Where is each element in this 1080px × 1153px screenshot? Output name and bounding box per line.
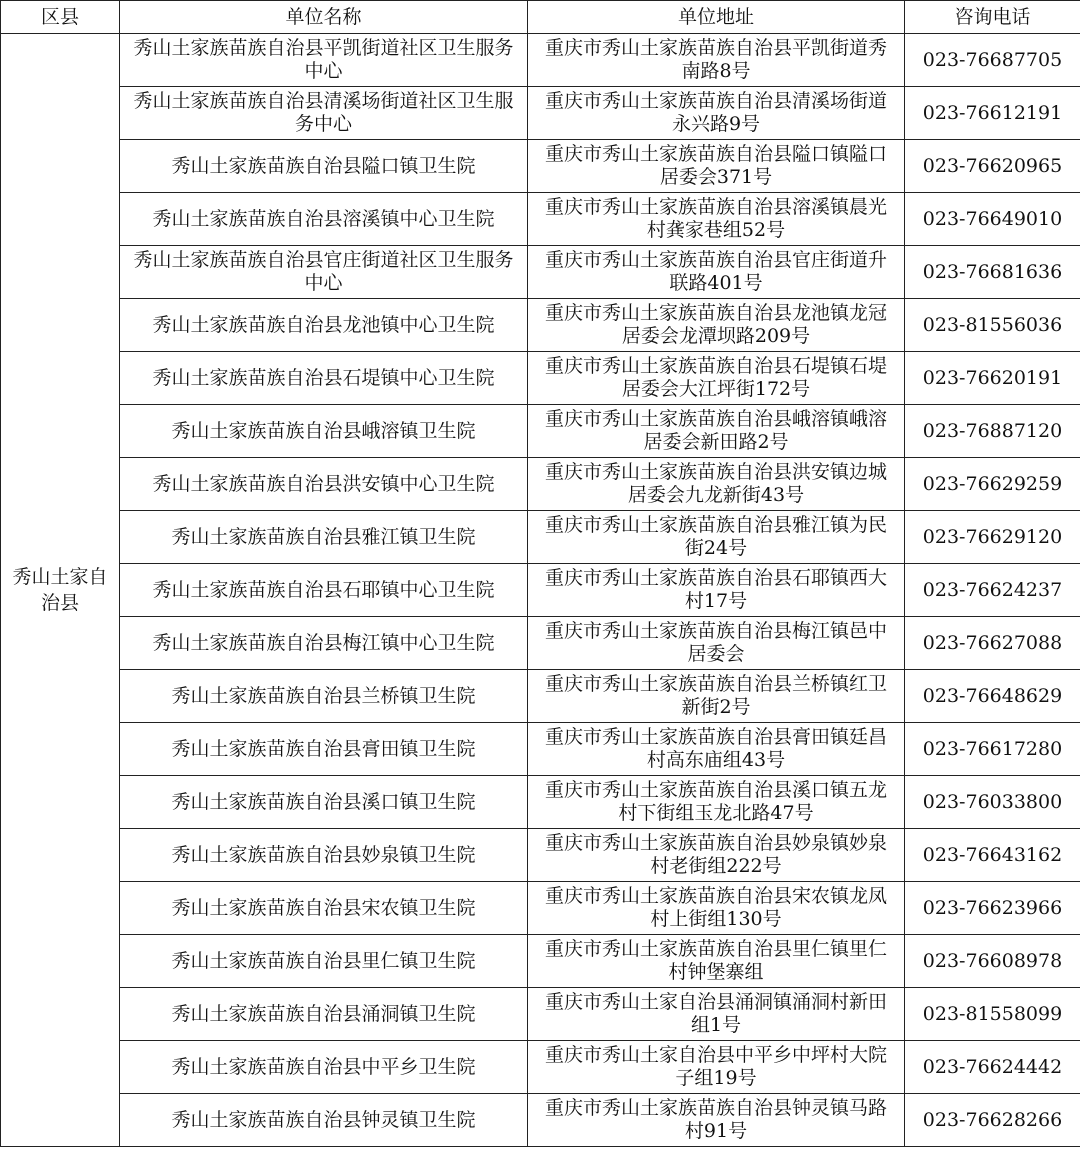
table-row — [1, 988, 1080, 1041]
phone-cell: 023-76620191 — [905, 352, 1080, 405]
unit-name-cell: 秀山土家族苗族自治县石堤镇中心卫生院 — [120, 352, 528, 405]
phone-cell: 023-76687705 — [905, 34, 1080, 87]
unit-name-cell: 秀山土家族苗族自治县梅江镇中心卫生院 — [120, 617, 528, 670]
unit-address-cell: 重庆市秀山土家族苗族自治县梅江镇邑中居委会 — [528, 617, 905, 670]
phone-cell: 023-76623966 — [905, 882, 1080, 935]
unit-name-cell: 秀山土家族苗族自治县隘口镇卫生院 — [120, 140, 528, 193]
phone-cell: 023-76620965 — [905, 140, 1080, 193]
phone-cell: 023-76627088 — [905, 617, 1080, 670]
table-row — [1, 1041, 1080, 1094]
unit-address-cell: 重庆市秀山土家族苗族自治县溶溪镇晨光村龚家巷组52号 — [528, 193, 905, 246]
header-phone: 咨询电话 — [905, 1, 1080, 34]
unit-address-cell: 重庆市秀山土家族苗族自治县膏田镇廷昌村高东庙组43号 — [528, 723, 905, 776]
header-unit-name: 单位名称 — [120, 1, 528, 34]
phone-cell: 023-81558099 — [905, 988, 1080, 1041]
phone-cell: 023-76612191 — [905, 87, 1080, 140]
unit-name-cell: 秀山土家族苗族自治县峨溶镇卫生院 — [120, 405, 528, 458]
table-row — [1, 511, 1080, 564]
unit-name-cell: 秀山土家族苗族自治县膏田镇卫生院 — [120, 723, 528, 776]
unit-address-cell: 重庆市秀山土家族苗族自治县平凯街道秀南路8号 — [528, 34, 905, 87]
unit-name-cell: 秀山土家族苗族自治县兰桥镇卫生院 — [120, 670, 528, 723]
unit-address-cell: 重庆市秀山土家族苗族自治县钟灵镇马路村91号 — [528, 1094, 905, 1147]
phone-cell: 023-76617280 — [905, 723, 1080, 776]
table-row — [1, 352, 1080, 405]
unit-name-cell: 秀山土家族苗族自治县钟灵镇卫生院 — [120, 1094, 528, 1147]
unit-name-cell: 秀山土家族苗族自治县宋农镇卫生院 — [120, 882, 528, 935]
table-row — [1, 829, 1080, 882]
phone-cell: 023-76608978 — [905, 935, 1080, 988]
unit-address-cell: 重庆市秀山土家族苗族自治县官庄街道升联路401号 — [528, 246, 905, 299]
district-cell: 秀山土家自治县 — [1, 34, 120, 1147]
table-row — [1, 34, 1080, 87]
unit-address-cell: 重庆市秀山土家族苗族自治县里仁镇里仁村钟堡寨组 — [528, 935, 905, 988]
unit-address-cell: 重庆市秀山土家族苗族自治县隘口镇隘口居委会371号 — [528, 140, 905, 193]
table-row — [1, 882, 1080, 935]
phone-cell: 023-76648629 — [905, 670, 1080, 723]
table-row — [1, 458, 1080, 511]
unit-address-cell: 重庆市秀山土家族苗族自治县洪安镇边城居委会九龙新街43号 — [528, 458, 905, 511]
unit-address-cell: 重庆市秀山土家族苗族自治县雅江镇为民街24号 — [528, 511, 905, 564]
table-row — [1, 299, 1080, 352]
phone-cell: 023-76033800 — [905, 776, 1080, 829]
unit-name-cell: 秀山土家族苗族自治县洪安镇中心卫生院 — [120, 458, 528, 511]
unit-address-cell: 重庆市秀山土家族苗族自治县兰桥镇红卫新街2号 — [528, 670, 905, 723]
table-row — [1, 935, 1080, 988]
unit-address-cell: 重庆市秀山土家族苗族自治县龙池镇龙冠居委会龙潭坝路209号 — [528, 299, 905, 352]
table-row — [1, 564, 1080, 617]
phone-cell: 023-76629120 — [905, 511, 1080, 564]
phone-cell: 023-76624237 — [905, 564, 1080, 617]
table-row — [1, 670, 1080, 723]
unit-address-cell: 重庆市秀山土家族苗族自治县清溪场街道永兴路9号 — [528, 87, 905, 140]
phone-cell: 023-81556036 — [905, 299, 1080, 352]
table-row — [1, 723, 1080, 776]
header-unit-address: 单位地址 — [528, 1, 905, 34]
unit-address-cell: 重庆市秀山土家族苗族自治县石耶镇西大村17号 — [528, 564, 905, 617]
header-row — [1, 1, 1080, 34]
table-row — [1, 405, 1080, 458]
unit-name-cell: 秀山土家族苗族自治县平凯街道社区卫生服务中心 — [120, 34, 528, 87]
unit-name-cell: 秀山土家族苗族自治县妙泉镇卫生院 — [120, 829, 528, 882]
header-district: 区县 — [1, 1, 120, 34]
unit-address-cell: 重庆市秀山土家族苗族自治县妙泉镇妙泉村老街组222号 — [528, 829, 905, 882]
unit-name-cell: 秀山土家族苗族自治县雅江镇卫生院 — [120, 511, 528, 564]
table-row — [1, 140, 1080, 193]
table-row — [1, 776, 1080, 829]
unit-address-cell: 重庆市秀山土家族苗族自治县石堤镇石堤居委会大江坪街172号 — [528, 352, 905, 405]
unit-address-cell: 重庆市秀山土家族苗族自治县峨溶镇峨溶居委会新田路2号 — [528, 405, 905, 458]
unit-name-cell: 秀山土家族苗族自治县石耶镇中心卫生院 — [120, 564, 528, 617]
table-row — [1, 246, 1080, 299]
phone-cell: 023-76624442 — [905, 1041, 1080, 1094]
unit-name-cell: 秀山土家族苗族自治县官庄街道社区卫生服务中心 — [120, 246, 528, 299]
unit-address-cell: 重庆市秀山土家自治县中平乡中坪村大院子组19号 — [528, 1041, 905, 1094]
table-row — [1, 1094, 1080, 1147]
unit-name-cell: 秀山土家族苗族自治县里仁镇卫生院 — [120, 935, 528, 988]
unit-address-cell: 重庆市秀山土家族苗族自治县宋农镇龙凤村上街组130号 — [528, 882, 905, 935]
phone-cell: 023-76643162 — [905, 829, 1080, 882]
unit-name-cell: 秀山土家族苗族自治县溶溪镇中心卫生院 — [120, 193, 528, 246]
unit-name-cell: 秀山土家族苗族自治县涌洞镇卫生院 — [120, 988, 528, 1041]
table-row — [1, 617, 1080, 670]
phone-cell: 023-76681636 — [905, 246, 1080, 299]
phone-cell: 023-76887120 — [905, 405, 1080, 458]
unit-name-cell: 秀山土家族苗族自治县清溪场街道社区卫生服务中心 — [120, 87, 528, 140]
unit-name-cell: 秀山土家族苗族自治县中平乡卫生院 — [120, 1041, 528, 1094]
table-body — [1, 34, 1080, 1147]
table-row — [1, 193, 1080, 246]
unit-name-cell: 秀山土家族苗族自治县龙池镇中心卫生院 — [120, 299, 528, 352]
unit-address-cell: 重庆市秀山土家族苗族自治县溪口镇五龙村下街组玉龙北路47号 — [528, 776, 905, 829]
unit-name-cell: 秀山土家族苗族自治县溪口镇卫生院 — [120, 776, 528, 829]
phone-cell: 023-76628266 — [905, 1094, 1080, 1147]
table-row — [1, 87, 1080, 140]
phone-cell: 023-76629259 — [905, 458, 1080, 511]
unit-address-cell: 重庆市秀山土家自治县涌洞镇涌洞村新田组1号 — [528, 988, 905, 1041]
phone-cell: 023-76649010 — [905, 193, 1080, 246]
